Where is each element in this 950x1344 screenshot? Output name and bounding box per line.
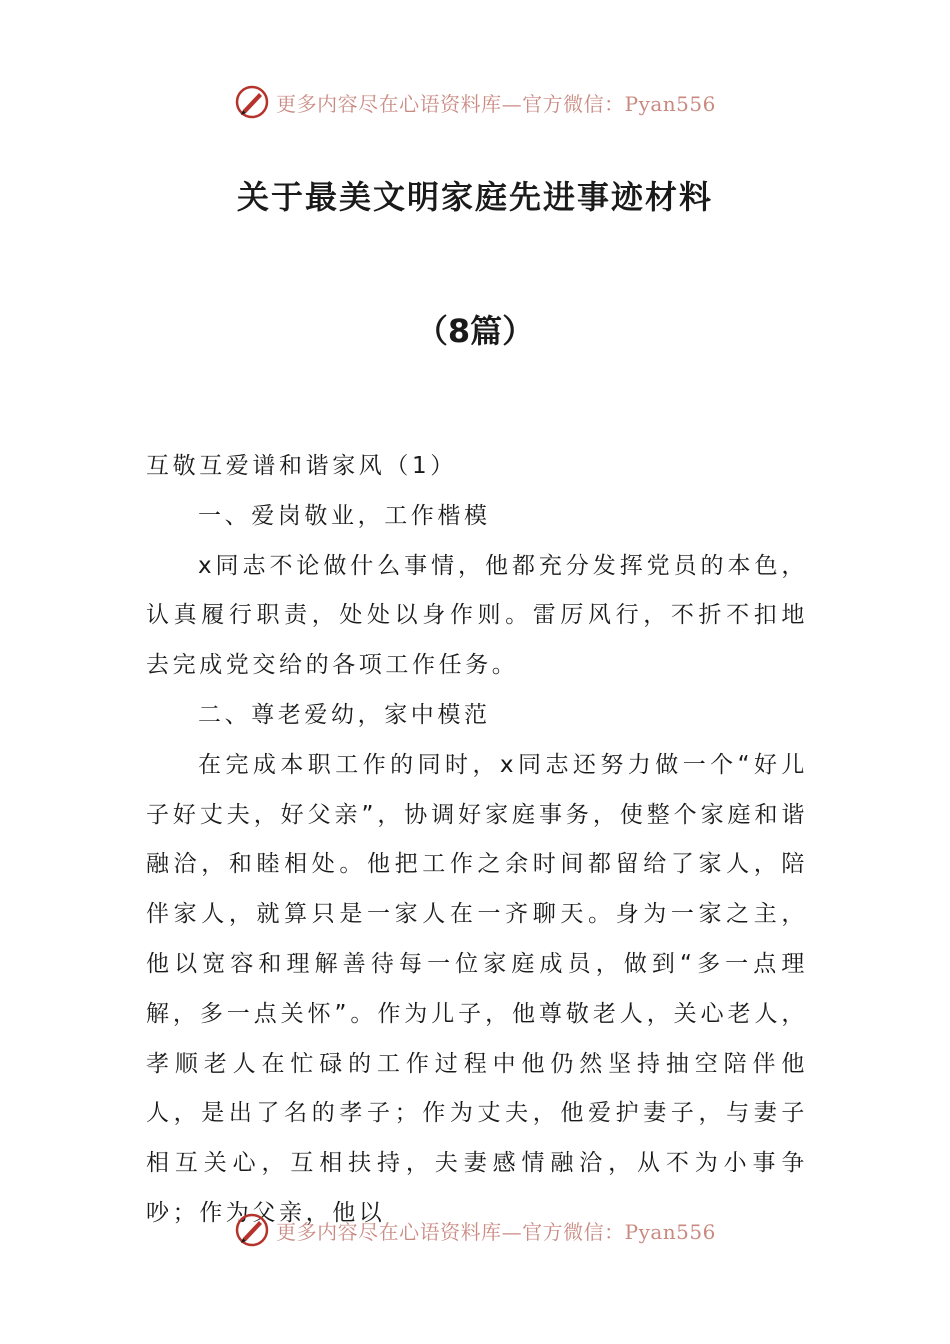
pen-logo-icon: [234, 84, 270, 120]
watermark-text: 更多内容尽在心语资料库—官方微信：Pyan556: [276, 91, 716, 116]
watermark-text: 更多内容尽在心语资料库—官方微信：Pyan556: [276, 1219, 716, 1244]
paragraph: x同志不论做什么事情，他都充分发挥党员的本色，认真履行职责，处处以身作则。雷厉风行，不折不扣地去完成党交给的各项工作任务。: [146, 552, 808, 679]
document-body: [146, 442, 808, 1239]
paragraph: 在完成本职工作的同时，x同志还努力做一个“好儿子好丈夫，好父亲”，协调好家庭事务，使整个家庭和谐融洽，和睦相处。他把工作之余时间都留给了家人，陪伴家人，就算只是一家人在一齐聊天。身为一家之主，他以宽容和理解善待每一位家庭成员，做到“多一点理解，多一点关怀”。作为儿子，他尊敬老人，关心老人，孝顺老人在忙碌的工作过程中他仍然坚持抽空陪伴他人，是出了名的孝子；作为丈夫，他爱护妻子，与妻子相互关心，互相扶持，夫妻感情融洽，从不为小事争吵；作为父亲，他以: [146, 751, 808, 1226]
document-title: 关于最美文明家庭先进事迹材料: [236, 178, 713, 216]
paragraph: 二、尊老爱幼，家中模范: [198, 701, 491, 728]
header-watermark: [0, 80, 950, 124]
paragraph: 一、爱岗敬业，工作楷模: [198, 502, 491, 529]
document-subtitle: （8篇）: [415, 312, 535, 350]
section-title: 互敬互爱谱和谐家风（1）: [146, 453, 457, 479]
footer-watermark: [0, 1208, 950, 1252]
pen-logo-icon: [234, 1212, 270, 1248]
